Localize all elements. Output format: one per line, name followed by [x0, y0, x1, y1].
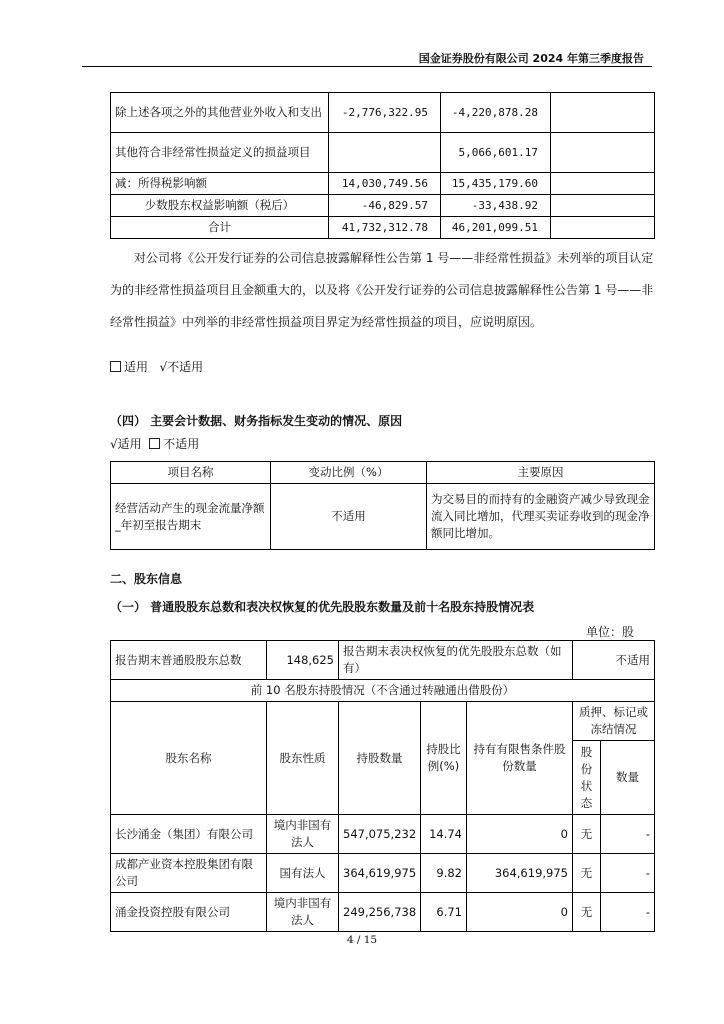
- top10-title-row: [111, 680, 655, 702]
- holder-restricted: 0: [467, 815, 573, 854]
- table-row: [111, 195, 655, 217]
- nonrecurring-table: [110, 92, 655, 239]
- header-name: 股东名称: [111, 702, 267, 815]
- header-qty: 数量: [601, 741, 655, 815]
- row-value-ytd: -4,220,878.28: [441, 93, 551, 133]
- holder-name: 长沙涌金（集团）有限公司: [111, 815, 267, 854]
- shareholders-table: [110, 640, 655, 932]
- unit-label: 单位：股: [586, 625, 635, 639]
- row-note: [551, 217, 655, 239]
- holder-status: 无: [573, 815, 601, 854]
- option-applicable: √适用: [110, 437, 142, 451]
- row-note: [551, 195, 655, 217]
- row-value-ytd: 15,435,179.60: [441, 173, 551, 195]
- row-label: 除上述各项之外的其他营业外收入和支出: [111, 93, 329, 133]
- explanation-paragraph: 对公司将《公开发行证券的公司信息披露解释性公告第 1 号——非经常性损益》未列举的项目认定为的非经常性损益项目且金额重大的，以及将《公开发行证券的公司信息披露解释性公告第 1 号——非经常性损益》中列举的非经常性损益项目界定为经常性损益的项目，应说明原因。: [110, 251, 654, 329]
- table-header-row: [111, 702, 655, 741]
- header-status: 股份状态: [573, 741, 601, 815]
- header-shares: 持股数量: [339, 702, 421, 815]
- option-applicable: 适用: [124, 360, 149, 374]
- totals-row: [111, 641, 655, 680]
- header-ratio: 持股比例(%): [421, 702, 467, 815]
- row-note: [551, 93, 655, 133]
- table-row-total: [111, 217, 655, 239]
- report-header-title: 国金证券股份有限公司 2024 年第三季度报告: [418, 52, 644, 65]
- header-restricted: 持有有限售条件股份数量: [467, 702, 573, 815]
- holder-name: 涌金投资控股有限公司: [111, 893, 267, 932]
- header-nature: 股东性质: [267, 702, 339, 815]
- holder-restricted: 0: [467, 893, 573, 932]
- row-note: [551, 173, 655, 195]
- holder-restricted: 364,619,975: [467, 854, 573, 893]
- holder-shares: 547,075,232: [339, 815, 421, 854]
- header-reason: 主要原因: [427, 462, 655, 484]
- option-not-applicable: 不适用: [163, 437, 200, 451]
- table-row: [111, 854, 655, 893]
- holder-shares: 249,256,738: [339, 893, 421, 932]
- top10-title: 前 10 名股东持股情况（不含通过转融通出借股份）: [111, 680, 655, 702]
- row-label: 合计: [111, 217, 329, 239]
- row-value-period: -2,776,322.95: [329, 93, 441, 133]
- change-ratio: 不适用: [271, 484, 427, 550]
- holder-qty: -: [601, 854, 655, 893]
- option-not-applicable: √不适用: [159, 360, 204, 374]
- holder-shares: 364,619,975: [339, 854, 421, 893]
- table-row: [111, 173, 655, 195]
- header-item: 项目名称: [111, 462, 271, 484]
- row-value-period: 14,030,749.56: [329, 173, 441, 195]
- change-reason: 为交易目的而持有的金融资产减少导致现金流入同比增加，代理买卖证券收到的现金净额同比增加。: [427, 484, 655, 550]
- page-number: 4 / 15: [346, 934, 378, 946]
- holder-qty: -: [601, 815, 655, 854]
- applicable-options-2: [110, 435, 199, 452]
- row-value-ytd: 46,201,099.51: [441, 217, 551, 239]
- holder-nature: 境内非国有法人: [267, 893, 339, 932]
- table-row: [111, 93, 655, 133]
- holder-status: 无: [573, 854, 601, 893]
- header-ratio: 变动比例（%）: [271, 462, 427, 484]
- table-row: [111, 484, 655, 550]
- table-header-row: [111, 462, 655, 484]
- holder-qty: -: [601, 893, 655, 932]
- checkbox-icon: [110, 361, 121, 372]
- change-table: [110, 461, 655, 550]
- holder-status: 无: [573, 893, 601, 932]
- holder-nature: 境内非国有法人: [267, 815, 339, 854]
- row-value-period: 41,732,312.78: [329, 217, 441, 239]
- table-row: [111, 893, 655, 932]
- checkbox-icon: [149, 438, 160, 449]
- row-label: 少数股东权益影响额（税后）: [111, 195, 329, 217]
- section-2-1-title: （一） 普通股股东总数和表决权恢复的优先股股东数量及前十名股东持股情况表: [110, 600, 535, 614]
- holder-ratio: 6.71: [421, 893, 467, 932]
- holder-name: 成都产业资本控股集团有限公司: [111, 854, 267, 893]
- row-note: [551, 133, 655, 173]
- applicable-options-1: [110, 358, 203, 375]
- row-value-period: [329, 133, 441, 173]
- section-4-title: （四） 主要会计数据、财务指标发生变动的情况、原因: [110, 414, 403, 428]
- row-label: 其他符合非经常性损益定义的损益项目: [111, 133, 329, 173]
- holder-ratio: 14.74: [421, 815, 467, 854]
- header-divider: [82, 66, 652, 67]
- table-row: [111, 815, 655, 854]
- total-holders-label: 报告期末普通股股东总数: [111, 641, 267, 680]
- holder-ratio: 9.82: [421, 854, 467, 893]
- table-row: [111, 133, 655, 173]
- row-value-ytd: 5,066,601.17: [441, 133, 551, 173]
- row-value-ytd: -33,438.92: [441, 195, 551, 217]
- total-holders-value: 148,625: [267, 641, 339, 680]
- header-pledge: 质押、标记或冻结情况: [573, 702, 655, 741]
- pref-holders-value: 不适用: [573, 641, 655, 680]
- section-2-title: 二、股东信息: [110, 572, 183, 586]
- change-item: 经营活动产生的现金流量净额_年初至报告期末: [111, 484, 271, 550]
- holder-nature: 国有法人: [267, 854, 339, 893]
- row-label: 减：所得税影响额: [111, 173, 329, 195]
- row-value-period: -46,829.57: [329, 195, 441, 217]
- pref-holders-label: 报告期末表决权恢复的优先股股东总数（如有）: [339, 641, 573, 680]
